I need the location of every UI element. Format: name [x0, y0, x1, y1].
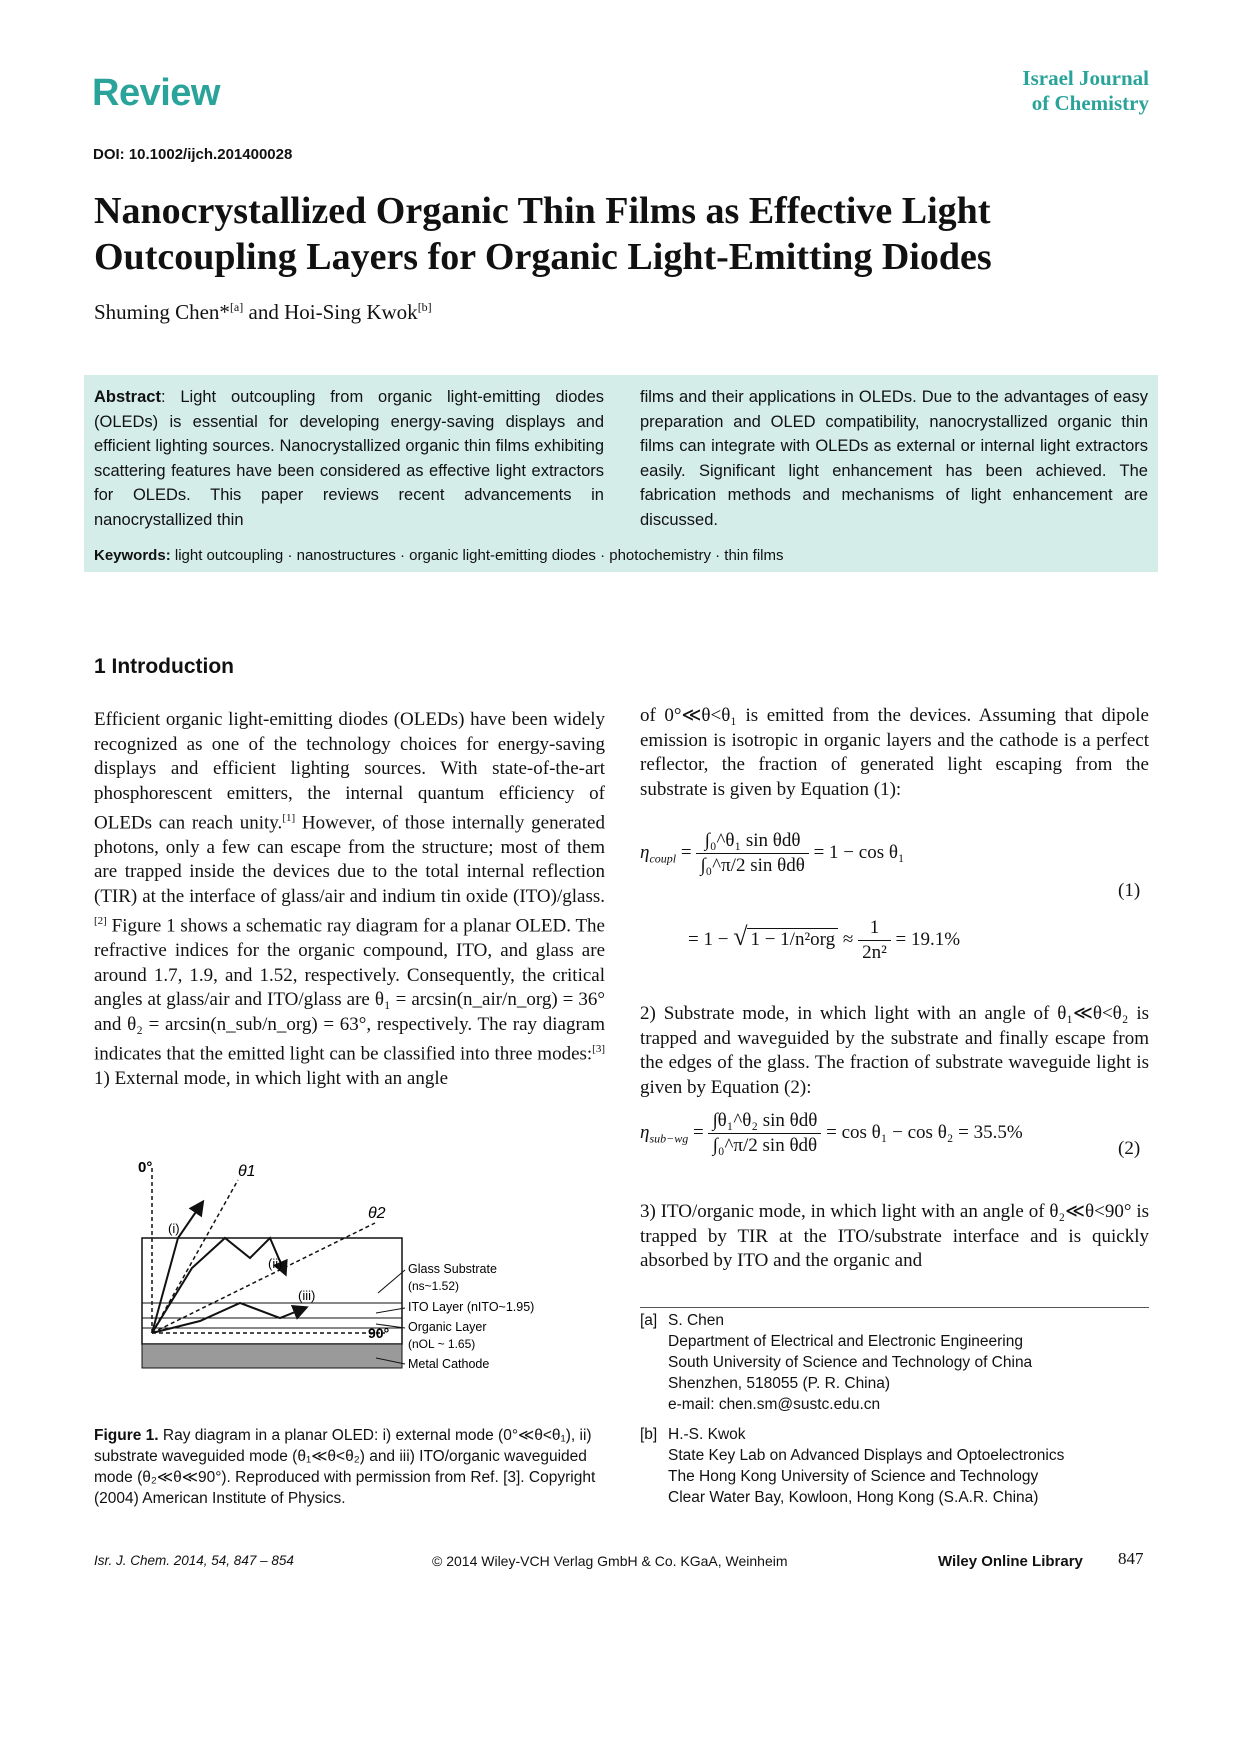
abstract-column-right: films and their applications in OLEDs. Due to the advantages of easy preparation and OLED compatibility, nanocrystallized organic thin films can integrate with OLEDs as external or internal light extractors easily. Significant light enhancement has been achieved. The fabrication methods and mechanisms of light enhancement are discussed. — [640, 388, 1148, 529]
reference-1[interactable]: [1] — [282, 812, 296, 824]
author-separator: and — [243, 300, 285, 324]
label-organic-index: (nOL ~ 1.65) — [408, 1337, 476, 1351]
reference-3[interactable]: [3] — [592, 1043, 605, 1056]
affiliation-a-university: South University of Science and Technology of China — [668, 1354, 1033, 1371]
eq2-fraction — [708, 1110, 821, 1157]
equation-1-number: (1) — [1118, 880, 1141, 901]
affiliation-a-city: Shenzhen, 518055 (P. R. China) — [668, 1375, 891, 1392]
pointer-ito — [376, 1308, 405, 1313]
journal-name-line2: of Chemistry — [1031, 91, 1149, 115]
figure-1-caption — [94, 1425, 606, 1509]
label-ray-i: (i) — [168, 1221, 180, 1236]
eq1-eta: η — [640, 841, 650, 863]
journal-name-line1: Israel Journal — [1022, 66, 1149, 90]
title-line2: Outcoupling Layers for Organic Light-Emitting Diodes — [94, 236, 992, 278]
affiliation-a-mark: [a] — [640, 1312, 658, 1329]
eq1-numerator: ∫₀^θ₁ sin θdθ — [696, 830, 809, 854]
doi[interactable]: DOI: 10.1002/ijch.201400028 — [93, 146, 293, 163]
intro-paragraph-2: of 0°≪θ<θ₁ is emitted from the devices. Assuming that dipole emission is isotropic in organic layers and the cathode is a perfect reflector, the fraction of generated light escaping from the substrate is given by Equation (1): — [640, 705, 1149, 800]
intro-paragraph-4: 3) ITO/organic mode, in which light with an angle of θ₂≪θ<90° is trapped by TIR at the ITO/substrate interface and is quickly absorbed by ITO and the organic and — [640, 1201, 1149, 1271]
equation-1-line2 — [688, 917, 960, 964]
affiliation-mark-b: [b] — [417, 300, 432, 314]
intro-text-b: However, of those internally generated photons, only a few can escape from the structure; most of them are trapped inside the devices due to the total internal reflection (TIR) at the interface of glass/air and indium tin oxide (ITO)/glass. — [94, 812, 605, 907]
equation-2-number: (2) — [1118, 1138, 1141, 1159]
affiliation-a-name: S. Chen — [668, 1312, 725, 1329]
label-theta2: θ2 — [368, 1205, 386, 1222]
affiliation-a — [640, 1310, 1149, 1415]
intro-text-d: 1) External mode, in which light with an angle — [94, 1067, 449, 1089]
eq2-rhs: = cos θ₁ − cos θ₂ = 35.5% — [826, 1121, 1023, 1143]
label-theta1: θ1 — [238, 1163, 256, 1180]
label-90deg: 90° — [368, 1325, 390, 1341]
affiliation-b-lab: State Key Lab on Advanced Displays and Optoelectronics — [668, 1447, 1065, 1464]
affiliation-b — [640, 1424, 1149, 1508]
eq1-frac2-den: 2n² — [862, 942, 887, 963]
affiliation-a-email[interactable]: e-mail: chen.sm@sustc.edu.cn — [668, 1396, 881, 1413]
eq2-denominator: ∫₀^π/2 sin θdθ — [712, 1135, 818, 1156]
footnote-rule — [640, 1307, 1149, 1308]
intro-text-a: Efficient organic light-emitting diodes (OLEDs) have been widely recognized as one of the technology choices for energy-saving displays and efficient lighting sources. With state-of-the-art phosphorescent emitters, the internal quantum efficiency of OLEDs can reach unity. — [94, 709, 605, 834]
pointer-glass — [378, 1270, 405, 1293]
label-glass-index: (ns~1.52) — [408, 1279, 460, 1293]
section-heading: 1 Introduction — [94, 655, 234, 678]
eq1-equals: = — [680, 841, 697, 863]
affiliation-mark-a: [a] — [229, 300, 244, 314]
footer-copyright: © 2014 Wiley-VCH Verlag GmbH & Co. KGaA, Weinheim — [432, 1553, 788, 1569]
eq1-line2-start: = 1 − — [688, 928, 729, 950]
sqrt-icon: √ — [733, 921, 748, 951]
reference-2[interactable]: [2] — [94, 915, 107, 928]
footer-wiley-library[interactable]: Wiley Online Library — [938, 1553, 1083, 1570]
metal-cathode-layer — [142, 1344, 402, 1368]
label-ray-ii: (ii) — [268, 1256, 283, 1271]
eq2-eta: η — [640, 1121, 650, 1143]
journal-name — [929, 66, 1149, 116]
label-ito-layer: ITO Layer (nITO~1.95) — [408, 1300, 535, 1314]
eq2-equals: = — [692, 1121, 709, 1143]
eq1-fraction — [696, 830, 809, 877]
label-glass-substrate: Glass Substrate — [408, 1262, 497, 1276]
section-label: Review — [92, 72, 220, 114]
keywords-list: light outcoupling · nanostructures · organic light-emitting diodes · photochemistry · thin films — [174, 547, 784, 564]
equation-1-line1 — [640, 830, 905, 877]
figure-1-ray-diagram — [130, 1158, 570, 1418]
eq2-numerator: ∫θ₁^θ₂ sin θdθ — [708, 1110, 821, 1134]
intro-paragraph-3: 2) Substrate mode, in which light with an angle of θ₁≪θ<θ₂ is trapped and waveguided by the substrate and finally escape from the edges of the glass. The fraction of substrate waveguide light is given by Equation (2): — [640, 1003, 1149, 1098]
abstract-text-left: : Light outcoupling from organic light-emitting diodes (OLEDs) is essential for developing energy-saving displays and efficient lighting sources. Nanocrystallized organic thin films exhibiting scattering features have been considered as effective light extractors for OLEDs. This paper reviews recent advancements in nanocrystallized thin — [94, 388, 604, 529]
eq1-sqrt-body: 1 − 1/n²org — [747, 928, 838, 950]
eq1-frac2-num: 1 — [858, 917, 891, 941]
page-number: 847 — [1118, 1549, 1144, 1568]
eq1-fraction2 — [858, 917, 891, 964]
author-kwok: Hoi-Sing Kwok — [284, 300, 418, 324]
intro-text-c: Figure 1 shows a schematic ray diagram for a planar OLED. The refractive indices for the organic compound, ITO, and glass are around 1.7, 1.9, and 1.52, respectively. Consequently, the critical angles at glass/air and ITO/glass are θ₁ = arcsin(n_air/n_org) = 36° and θ₂ = arcsin(n_sub/n_org) = 63°, respectively. The ray diagram indicates that the emitted light can be classified into three modes: — [94, 915, 605, 1065]
author-chen: Shuming Chen* — [94, 300, 230, 324]
affiliation-b-name: H.-S. Kwok — [668, 1426, 746, 1443]
eq1-rhs1: = 1 − cos θ₁ — [813, 841, 905, 863]
eq1-approx: ≈ — [842, 928, 854, 950]
abstract-column-left — [94, 385, 604, 532]
keywords-label: Keywords: — [94, 547, 171, 564]
label-ray-iii: (iii) — [298, 1288, 316, 1303]
footer-citation: Isr. J. Chem. 2014, 54, 847 – 854 — [94, 1553, 294, 1568]
author-list — [94, 300, 432, 325]
keywords — [94, 547, 1144, 564]
label-organic-layer: Organic Layer — [408, 1320, 487, 1334]
eq2-eta-sub: sub−wg — [649, 1131, 689, 1146]
affiliation-b-address: Clear Water Bay, Kowloon, Hong Kong (S.A.R. China) — [668, 1489, 1039, 1506]
abstract-label: Abstract — [94, 388, 161, 406]
affiliation-a-dept: Department of Electrical and Electronic Engineering — [668, 1333, 1023, 1350]
figure-1-label: Figure 1. — [94, 1427, 159, 1444]
affiliation-b-university: The Hong Kong University of Science and Technology — [668, 1468, 1039, 1485]
intro-paragraph-1 — [94, 708, 605, 1091]
label-0deg: 0° — [138, 1159, 153, 1176]
affiliation-b-mark: [b] — [640, 1426, 658, 1443]
eq1-result: = 19.1% — [895, 928, 961, 950]
label-metal-cathode: Metal Cathode — [408, 1357, 490, 1371]
figure-1-caption-text: Ray diagram in a planar OLED: i) external mode (0°≪θ<θ₁), ii) substrate waveguided mode (θ₁≪θ<θ₂) and iii) ITO/organic waveguided mode (θ₂≪θ≪90°). Reproduced with permission from Ref. [3]. Copyright (2004) American Institute of Physics. — [94, 1427, 596, 1507]
eq1-eta-sub: coupl — [649, 851, 677, 866]
article-title — [94, 188, 1144, 280]
ray-ii — [152, 1238, 285, 1333]
eq1-denominator: ∫₀^π/2 sin θdθ — [700, 855, 805, 876]
title-line1: Nanocrystallized Organic Thin Films as Effective Light — [94, 190, 991, 232]
equation-2 — [640, 1110, 1023, 1157]
